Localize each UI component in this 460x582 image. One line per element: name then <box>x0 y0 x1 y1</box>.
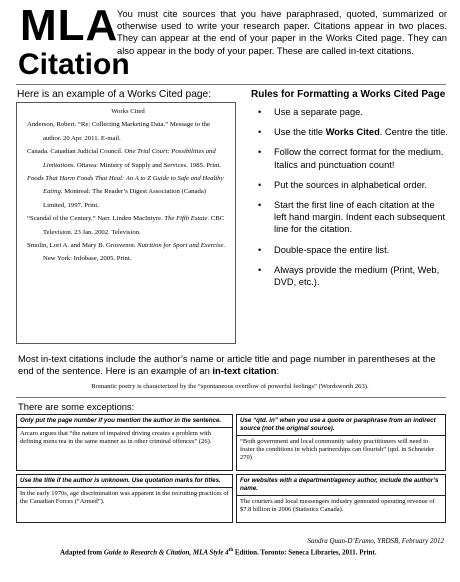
rule-item: • Double-space the entire list. <box>258 244 390 255</box>
bullet-icon: • <box>258 147 262 158</box>
citation-entry: Foods That Harm Foods That Heal: An A to Z Guide to Safe and Healthy Eating. Montreal: The Reader’s Digest Association (Canada) Limited, 1997. Print. <box>27 175 224 209</box>
rule-item: • Use a separate page. <box>258 107 363 117</box>
bullet-icon: • <box>258 179 262 190</box>
bullet-icon: • <box>258 107 262 117</box>
citation-entry: “Scandal of the Century.” Narr. Linden MacIntyre. The Fifth Estate. CBC Television. 23 Jan. 2002. Television. <box>27 215 225 236</box>
works-cited-title: Works Cited <box>111 108 145 115</box>
works-cited-heading: Here is an example of a Works Cited page: <box>17 89 212 100</box>
rule-item: • Always provide the medium (Print, Web, DVD, etc.). <box>258 264 440 288</box>
citation-entry: Smolin, Lori A. and Mary B. Grosvenor. Nutrition for Sport and Exercise. New York: Infobase, 2005. Print. <box>27 242 226 263</box>
works-cited-example <box>16 102 236 344</box>
rule-item: • Start the first line of each citation at the left hand margin. Indent each subsequent line for the citation. <box>258 200 446 235</box>
exception-example: Arcaro argues that “the nature of impaired driving creates a problem with defining mens rea in the same manner as in other criminal offences” (26). <box>20 430 212 445</box>
exception-example: The couriers and local messengers industry generated operating revenue of $7.8 billion in 2006 (Statistics Canada). <box>240 498 435 513</box>
bullet-icon: • <box>258 264 262 275</box>
page-subtitle: Citation <box>18 48 130 81</box>
source-credit: Adapted from Guide to Research & Citation, MLA Style 4th Edition. Toronto: Seneca Libraries, 2011. Print. <box>60 548 377 557</box>
exception-box <box>16 474 233 523</box>
citation-entry: Canada. Canadian Judicial Council. One Trial Court: Possibilities and Limitations. Ottawa: Ministry of Supply and Services. 1985. Print. <box>27 148 221 169</box>
rules-heading: Rules for Formatting a Works Cited Page <box>251 89 446 100</box>
exception-rule: Only put the page number if you mention the author in the sentence. <box>17 415 232 428</box>
citation-entry: Anderson, Robert. “Re: Collecting Marketing Data.” Message to the author. 20 Apr. 2011. E-mail. <box>27 121 210 142</box>
bullet-icon: • <box>258 244 262 255</box>
middle-divider <box>16 397 446 398</box>
exception-box <box>16 414 233 471</box>
intext-paragraph: Most in-text citations include the author’s name or article title and page number in parentheses at the end of the sentence. Here is an example of an in-text citation: <box>18 353 436 377</box>
exception-box <box>236 414 446 471</box>
rules-list <box>258 106 448 296</box>
exception-rule: For websites with a department/agency author, include the author’s name. <box>237 475 445 496</box>
rule-item: • Put the sources in alphabetical order. <box>258 179 427 190</box>
bullet-icon: • <box>258 127 262 138</box>
exception-example: In the early 1970s, age discrimination was apparent in the recruiting practices of the Canadian Forces (“Armed”). <box>20 490 229 505</box>
exceptions-heading: There are some exceptions: <box>18 401 135 412</box>
exception-example: “Both government and local community safety practitioners will need to foster the conditions in which partnerships can flourish” (qtd. in Schneider 270) <box>240 438 435 461</box>
intext-example: Romantic poetry is characterized by the “spontaneous overflow of powerful feelings” (Wordsworth 263). <box>91 383 369 390</box>
exception-rule: Use “qtd. in” when you use a quote or paraphrase from an indirect source (not the original source). <box>237 415 445 436</box>
top-divider <box>16 84 446 85</box>
exception-rule: Use the title if the author is unknown. Use quotation marks for titles. <box>17 475 232 488</box>
author-credit: Sandra Quan-D’Eramo, YRDSB, February 2012 <box>307 537 444 545</box>
page-title: MLA <box>20 1 119 50</box>
intro-paragraph: You must cite sources that you have paraphrased, quoted, summarized or otherwise used to write your research paper. Citations appear in two places. They can appear at the end of your paper in the Works Cited page. They can also appear in the body of your paper. These are called in-text citations. <box>117 8 447 56</box>
bullet-icon: • <box>258 200 262 211</box>
exception-box <box>236 474 446 523</box>
rule-item: • Use the title Works Cited. Centre the title. <box>258 127 448 138</box>
rule-item: • Follow the correct format for the medium. Italics and punctuation count! <box>258 147 444 170</box>
